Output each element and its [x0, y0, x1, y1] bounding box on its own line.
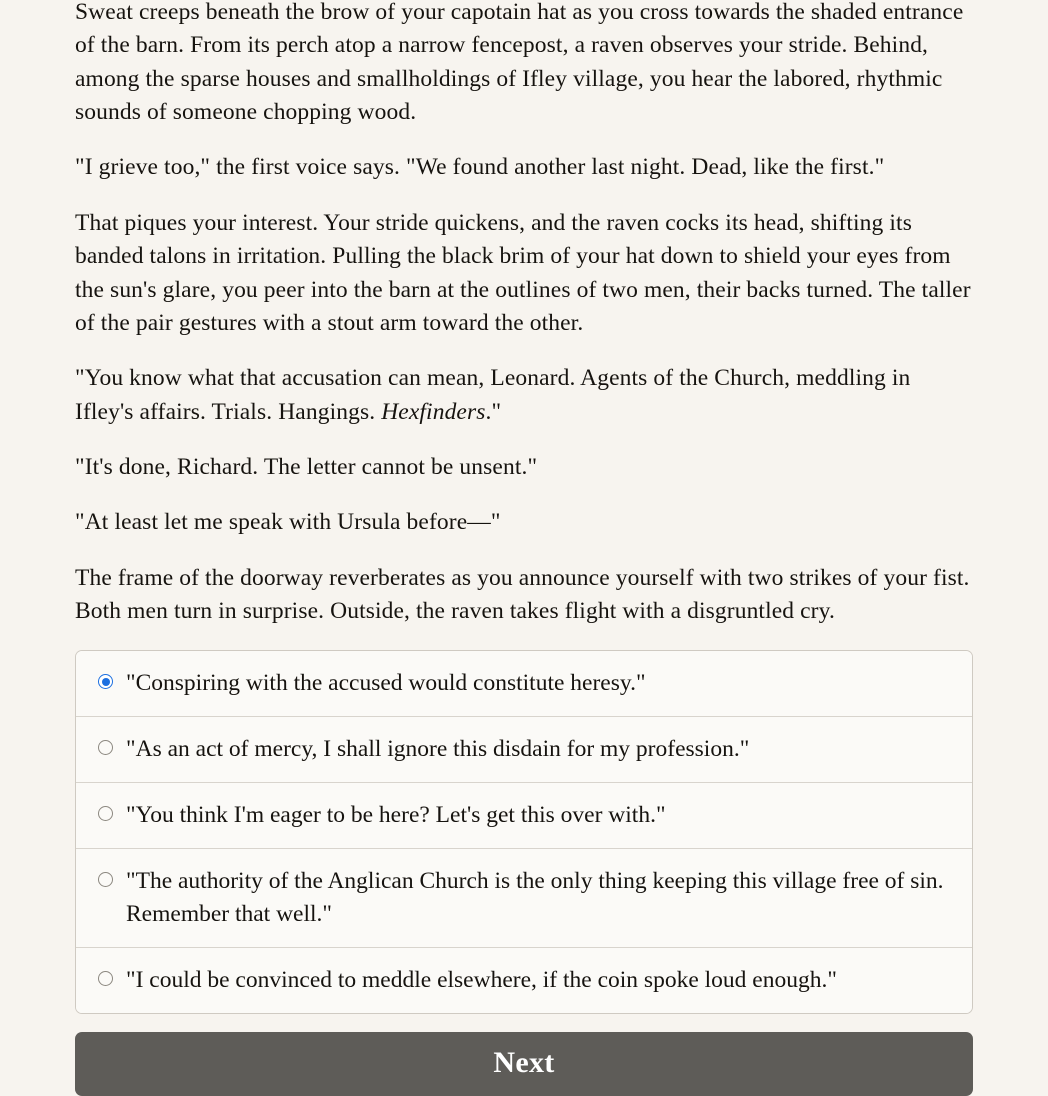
choice-option-4[interactable]: [76, 849, 972, 948]
story-paragraph: That piques your interest. Your stride quickens, and the raven cocks its head, shifting its banded talons in irritation. Pulling the black brim of your hat down to shield your eyes from the sun's glare, you peer into the barn at the outlines of two men, their backs turned. The taller of the pair gestures with a stout arm toward the other.: [75, 209, 971, 336]
radio-icon[interactable]: [98, 674, 113, 689]
choice-option-3[interactable]: [76, 783, 972, 849]
choice-option-2[interactable]: [76, 717, 972, 783]
choice-label: "The authority of the Anglican Church is the only thing keeping this village free of sin. Remember that well.": [126, 868, 944, 927]
radio-icon[interactable]: [98, 740, 113, 755]
story-paragraph: "At least let me speak with Ursula before—": [75, 509, 501, 536]
choice-label: "Conspiring with the accused would constitute heresy.": [126, 670, 646, 697]
story-paragraph: The frame of the doorway reverberates as you announce yourself with two strikes of your fist. Both men turn in surprise. Outside, the raven takes flight with a disgruntled cry.: [75, 564, 970, 625]
choice-label: "You think I'm eager to be here? Let's get this over with.": [126, 802, 666, 829]
choice-list: [75, 650, 973, 1013]
radio-icon[interactable]: [98, 872, 113, 887]
choice-label: "As an act of mercy, I shall ignore this disdain for my profession.": [126, 736, 750, 763]
radio-icon[interactable]: [98, 971, 113, 986]
choice-option-1[interactable]: [76, 651, 972, 717]
story-paragraph-text-after: .": [485, 398, 502, 425]
story-paragraph: [75, 362, 973, 429]
story-paragraph-emphasis: Hexfinders: [381, 398, 486, 425]
choice-label: "I could be convinced to meddle elsewhere, if the coin spoke loud enough.": [126, 966, 837, 993]
story-paragraph: Sweat creeps beneath the brow of your capotain hat as you cross towards the shaded entrance of the barn. From its perch atop a narrow fencepost, a raven observes your stride. Behind, among the sparse houses and smallholdings of Ifley village, you hear the labored, rhythmic sounds of someone chopping wood.: [75, 0, 964, 126]
story-paragraph: "I grieve too," the first voice says. "We found another last night. Dead, like the first.": [75, 154, 885, 181]
story-paragraph-text-before: "You know what that accusation can mean, Leonard. Agents of the Church, meddling in Ifley's affairs. Trials. Hangings.: [75, 365, 911, 425]
story-paragraph: "It's done, Richard. The letter cannot be unsent.": [75, 453, 538, 480]
story-text: [75, 0, 973, 628]
radio-icon[interactable]: [98, 806, 113, 821]
choice-option-5[interactable]: [76, 948, 972, 1013]
next-button[interactable]: Next: [75, 1032, 973, 1096]
